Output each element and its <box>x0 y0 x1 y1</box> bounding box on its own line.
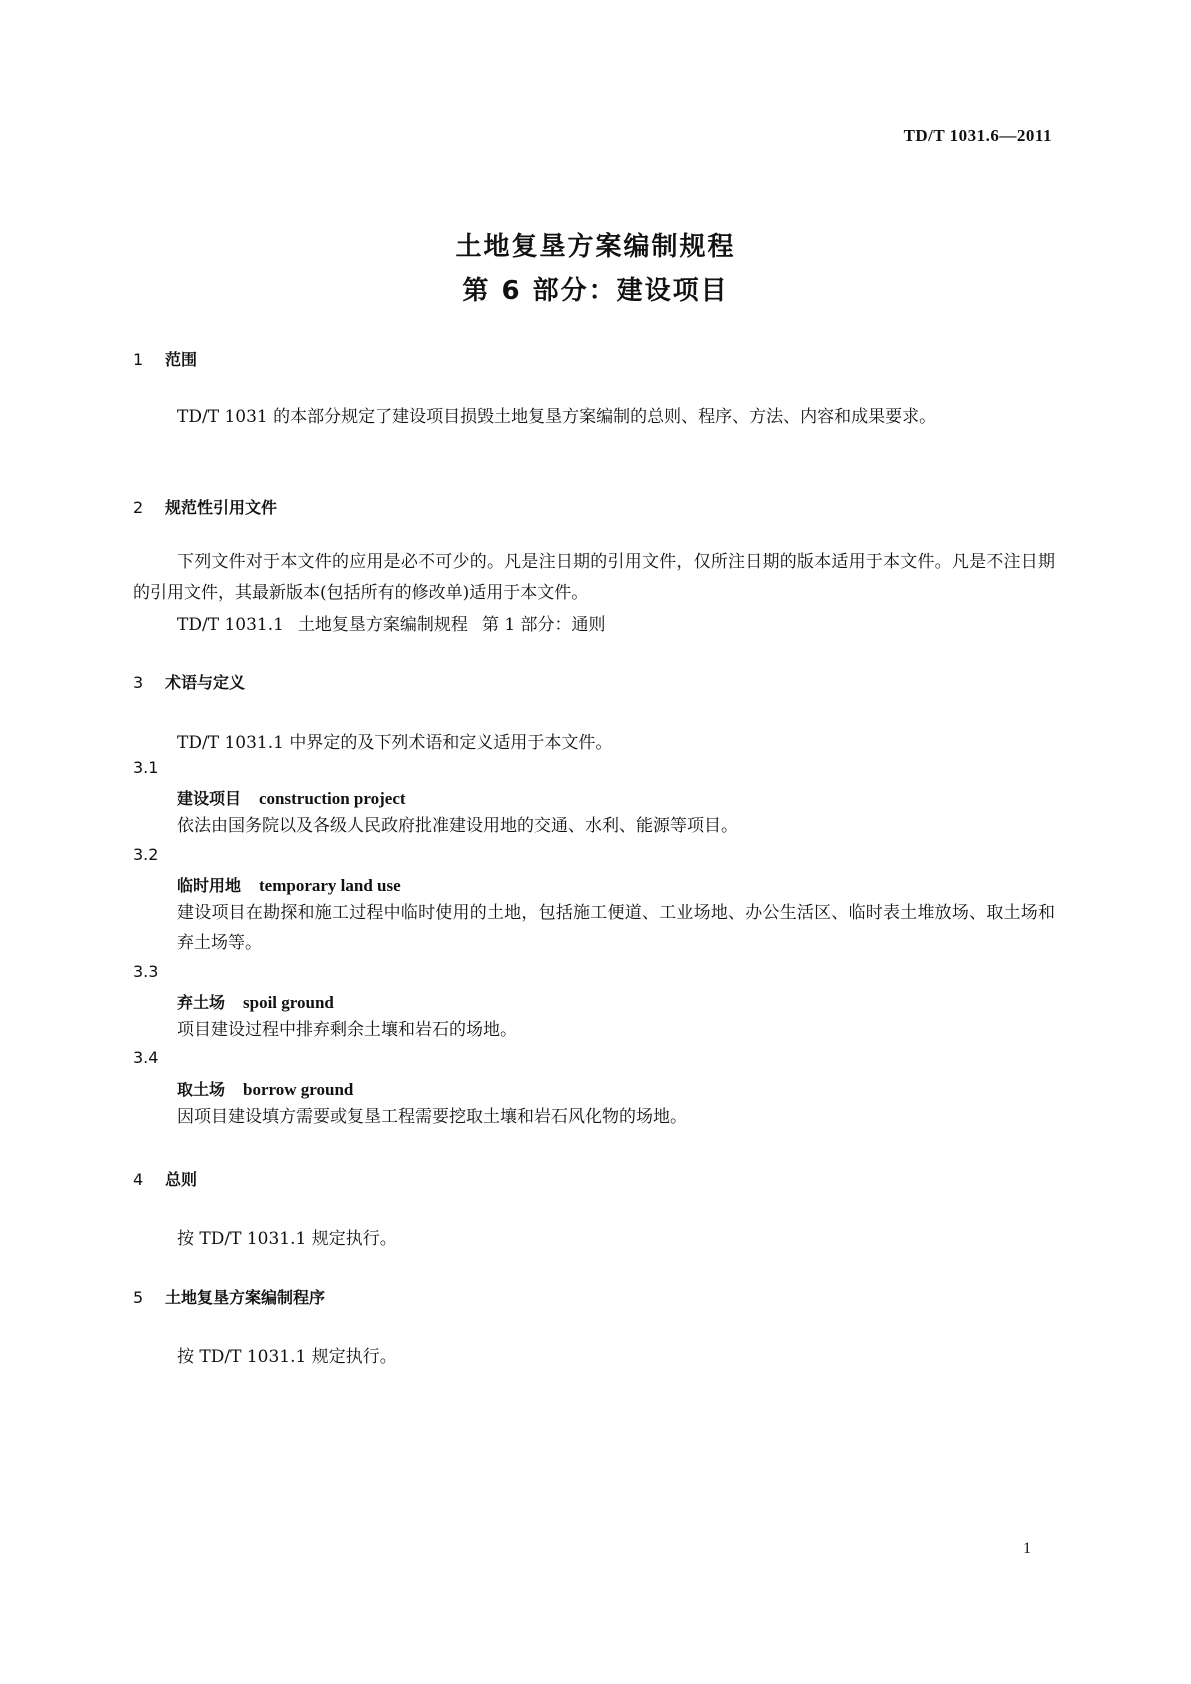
normative-reference <box>177 610 606 635</box>
page-number: 1 <box>1023 1540 1031 1557</box>
section-number: 4 <box>133 1170 144 1189</box>
section-number: 3 <box>133 673 144 692</box>
term-definition: 建设项目在勘探和施工过程中临时使用的土地，包括施工便道、工业场地、办公生活区、临时表土堆放场、取土场和弃土场等。 <box>177 903 1055 953</box>
section-2-text: 下列文件对于本文件的应用是必不可少的。凡是注日期的引用文件，仅所注日期的版本适用于本文件。凡是不注日期的引用文件，其最新版本(包括所有的修改单)适用于本文件。 <box>133 552 1055 603</box>
section-title: 总则 <box>165 1170 198 1189</box>
section-heading-1 <box>133 347 197 370</box>
section-number: 5 <box>133 1288 144 1307</box>
term-zh: 建设项目 <box>177 789 242 808</box>
term-entry <box>177 1077 353 1100</box>
term-entry <box>177 990 334 1013</box>
term-number: 3.3 <box>133 962 159 981</box>
section-number: 2 <box>133 498 144 517</box>
term-definition: 项目建设过程中排弃剩余土壤和岩石的场地。 <box>177 1020 517 1040</box>
section-number: 1 <box>133 350 144 369</box>
term-definition: 依法由国务院以及各级人民政府批准建设用地的交通、水利、能源等项目。 <box>177 816 738 836</box>
term-entry <box>177 873 401 896</box>
section-title: 规范性引用文件 <box>165 498 278 517</box>
document-title: 土地复垦方案编制规程 <box>455 232 736 262</box>
section-heading-2 <box>133 495 277 518</box>
term-en: borrow ground <box>243 1080 354 1099</box>
term-number: 3.2 <box>133 845 159 864</box>
document-subtitle: 第 6 部分：建设项目 <box>462 276 729 306</box>
term-number: 3.4 <box>133 1048 159 1067</box>
section-1-text: TD/T 1031 的本部分规定了建设项目损毁土地复垦方案编制的总则、程序、方法、内容和成果要求。 <box>177 407 937 427</box>
section-4-text: 按 TD/T 1031.1 规定执行。 <box>177 1229 397 1249</box>
term-en: construction project <box>259 789 406 808</box>
section-3-intro: TD/T 1031.1 中界定的及下列术语和定义适用于本文件。 <box>177 733 613 753</box>
term-zh: 取土场 <box>177 1080 226 1099</box>
term-zh: 临时用地 <box>177 876 242 895</box>
section-title: 土地复垦方案编制程序 <box>165 1288 326 1307</box>
term-entry <box>177 786 406 809</box>
section-5-text: 按 TD/T 1031.1 规定执行。 <box>177 1347 397 1367</box>
document-code: TD/T 1031.6—2011 <box>903 126 1052 145</box>
term-zh: 弃土场 <box>177 993 226 1012</box>
term-en: spoil ground <box>243 993 334 1012</box>
reference-code: TD/T 1031.1 <box>177 615 284 635</box>
term-definition: 因项目建设填方需要或复垦工程需要挖取土壤和岩石风化物的场地。 <box>177 1107 687 1127</box>
section-heading-5 <box>133 1285 325 1308</box>
section-title: 范围 <box>165 350 198 369</box>
section-title: 术语与定义 <box>165 673 246 692</box>
term-en: temporary land use <box>259 876 401 895</box>
reference-part: 第 1 部分：通则 <box>481 615 606 635</box>
section-heading-3 <box>133 670 245 693</box>
section-heading-4 <box>133 1167 197 1190</box>
reference-title: 土地复垦方案编制规程 <box>297 615 468 635</box>
term-number: 3.1 <box>133 758 159 777</box>
